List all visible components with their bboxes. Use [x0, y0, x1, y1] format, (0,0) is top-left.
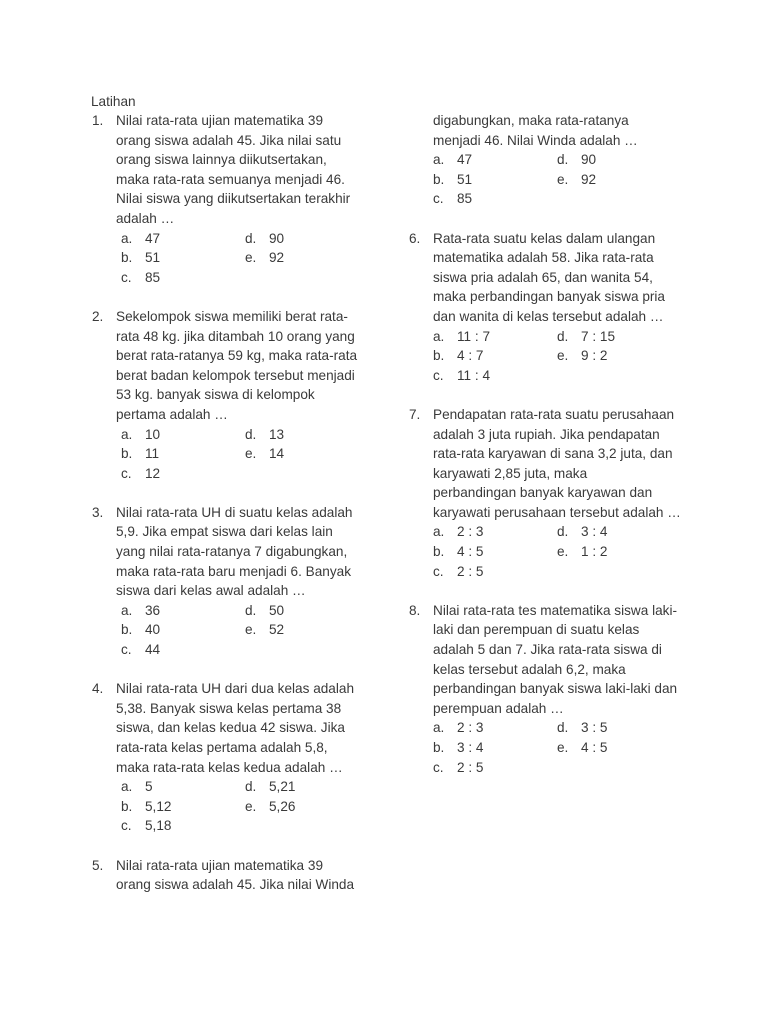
question-text-line: Nilai rata-rata UH di suatu kelas adalah [116, 504, 353, 520]
answer-option [121, 601, 245, 621]
question-text-line: berat badan kelompok tersebut menjadi [116, 367, 355, 383]
options-list [121, 425, 381, 484]
question-number: 7. [409, 406, 421, 422]
answer-option [121, 248, 245, 268]
page-title: Latihan [91, 94, 136, 109]
option-letter: e. [245, 798, 257, 814]
question-text-line: 53 kg. banyak siswa di kelompok [116, 387, 315, 403]
question-text-line: maka rata-rata baru menjadi 6. Banyak [116, 563, 351, 579]
answer-option [245, 620, 369, 640]
question-text-line: Nilai siswa yang diikutsertakan terakhir [116, 191, 351, 207]
option-value: 11 : 7 [457, 328, 491, 344]
question-text-line: orang siswa adalah 45. Jika nilai satu [116, 132, 342, 148]
answer-option [121, 620, 245, 640]
option-value: 11 [145, 446, 160, 462]
options-list [121, 229, 381, 288]
option-value: 51 [145, 250, 161, 266]
question-text-line: laki dan perempuan di suatu kelas [433, 622, 640, 638]
option-value: 2 : 5 [457, 759, 484, 775]
answer-option [557, 718, 681, 738]
question-text-line: kelas tersebut adalah 6,2, maka [433, 661, 626, 677]
option-value: 4 : 5 [581, 740, 608, 755]
question-text [116, 679, 381, 777]
option-letter: d. [245, 602, 257, 618]
question-text-line: orang siswa adalah 45. Jika nilai Winda [116, 877, 355, 893]
option-value: 10 [145, 426, 161, 442]
question-item [408, 405, 698, 581]
option-letter: a. [433, 524, 445, 540]
question-text-line: karyawati perusahaan tersebut adalah … [433, 504, 681, 520]
question-continuation [408, 111, 698, 209]
answer-option [433, 170, 557, 190]
question-text-line: pertama adalah … [116, 406, 228, 422]
option-letter: c. [433, 191, 444, 207]
option-letter: d. [245, 426, 257, 442]
options-list [433, 327, 698, 386]
options-list [433, 522, 698, 581]
answer-option [121, 444, 245, 464]
option-value: 7 : 15 [581, 328, 616, 344]
answer-option [557, 346, 681, 366]
answer-option [245, 601, 369, 621]
option-letter: a. [433, 328, 445, 344]
answer-option [121, 229, 245, 249]
answer-option [121, 425, 245, 445]
option-value: 85 [457, 191, 473, 207]
question-text [116, 111, 381, 229]
question-text [116, 503, 381, 601]
option-letter: b. [433, 171, 445, 187]
option-letter: a. [121, 230, 133, 246]
question-text-line: siswa dari kelas awal adalah … [116, 583, 306, 599]
answer-option [245, 444, 369, 464]
option-value: 12 [145, 465, 161, 481]
question-text-line: Nilai rata-rata ujian matematika 39 [116, 857, 324, 873]
option-letter: a. [433, 720, 445, 736]
option-value: 2 : 5 [457, 563, 484, 579]
question-text-line: perempuan adalah … [433, 700, 564, 716]
option-letter: a. [433, 152, 445, 168]
option-value: 90 [269, 230, 285, 246]
question-item [91, 679, 381, 836]
options-list [121, 777, 381, 836]
option-value: 36 [145, 602, 161, 618]
question-text-line: Nilai rata-rata tes matematika siswa laki- [433, 602, 678, 618]
question-number: 3. [92, 504, 104, 520]
option-letter: c. [433, 759, 444, 775]
question-text-line: digabungkan, maka rata-ratanya [433, 113, 629, 128]
option-value: 40 [145, 622, 161, 638]
question-text-line: siswa pria adalah 65, dan wanita 54, [433, 269, 653, 285]
option-value: 44 [145, 642, 161, 658]
question-item [91, 111, 381, 287]
option-value: 51 [457, 171, 473, 187]
answer-option [557, 522, 681, 542]
answer-option [557, 170, 681, 190]
answer-option [557, 327, 681, 347]
question-text-line: Nilai rata-rata ujian matematika 39 [116, 113, 324, 128]
option-letter: a. [121, 426, 133, 442]
answer-option [121, 816, 245, 836]
answer-option [245, 777, 369, 797]
answer-option [433, 542, 557, 562]
question-text-line: maka rata-rata kelas kedua adalah … [116, 759, 343, 775]
option-value: 5,26 [269, 798, 296, 814]
option-letter: d. [557, 720, 569, 736]
question-text-line: perbandingan banyak siswa laki-laki dan [433, 681, 678, 697]
option-letter: a. [121, 779, 133, 795]
option-value: 47 [145, 230, 161, 246]
option-value: 3 : 4 [457, 740, 484, 755]
options-list [433, 718, 698, 777]
option-letter: c. [433, 563, 444, 579]
option-value: 1 : 2 [581, 544, 608, 560]
question-number: 4. [92, 681, 104, 697]
question-number: 1. [92, 113, 104, 128]
answer-option [557, 542, 681, 562]
answer-option [245, 248, 369, 268]
answer-option [433, 150, 557, 170]
left-column [91, 111, 381, 914]
option-value: 90 [581, 152, 597, 168]
answer-option [433, 346, 557, 366]
question-text [116, 856, 381, 895]
question-item [408, 601, 698, 777]
question-text-line: Nilai rata-rata UH dari dua kelas adalah [116, 681, 355, 697]
answer-option [557, 738, 681, 758]
option-value: 92 [581, 171, 597, 187]
option-value: 52 [269, 622, 285, 638]
question-item [91, 856, 381, 895]
option-letter: b. [433, 740, 445, 755]
question-text-line: adalah 5 dan 7. Jika rata-rata siswa di [433, 642, 662, 658]
question-item [91, 307, 381, 483]
option-letter: c. [121, 269, 132, 285]
question-item [408, 229, 698, 386]
option-value: 3 : 4 [581, 524, 608, 540]
option-value: 5,18 [145, 818, 172, 834]
answer-option [121, 268, 245, 288]
answer-option [245, 425, 369, 445]
option-letter: e. [557, 348, 569, 364]
option-letter: b. [121, 250, 133, 266]
option-letter: e. [557, 740, 569, 755]
option-letter: d. [557, 152, 569, 168]
question-text-line: siswa, dan kelas kedua 42 siswa. Jika [116, 720, 345, 736]
question-text-line: maka rata-rata semuanya menjadi 46. [116, 171, 345, 187]
option-letter: c. [121, 642, 132, 658]
option-letter: e. [557, 544, 569, 560]
option-letter: c. [121, 818, 132, 834]
option-value: 2 : 3 [457, 524, 484, 540]
option-letter: b. [121, 446, 133, 462]
question-text-line: matematika adalah 58. Jika rata-rata [433, 250, 654, 266]
right-column [408, 111, 698, 797]
answer-option [121, 640, 245, 660]
question-text-line: 5,38. Banyak siswa kelas pertama 38 [116, 700, 342, 716]
answer-option [121, 797, 245, 817]
option-letter: e. [245, 446, 257, 462]
answer-option [121, 464, 245, 484]
answer-option [433, 522, 557, 542]
question-text [433, 111, 698, 150]
answer-option [121, 777, 245, 797]
answer-option [245, 229, 369, 249]
option-value: 13 [269, 426, 285, 442]
question-text-line: adalah 3 juta rupiah. Jika pendapatan [433, 426, 660, 442]
question-text-line: Sekelompok siswa memiliki berat rata- [116, 308, 348, 324]
question-text [433, 601, 698, 719]
option-value: 50 [269, 602, 285, 618]
question-text-line: rata-rata kelas pertama adalah 5,8, [116, 740, 328, 755]
question-text-line: menjadi 46. Nilai Winda adalah … [433, 132, 638, 148]
question-text-line: Pendapatan rata-rata suatu perusahaan [433, 406, 675, 422]
question-text-line: 5,9. Jika empat siswa dari kelas lain [116, 524, 333, 540]
option-value: 11 : 4 [457, 367, 491, 383]
question-text-line: dan wanita di kelas tersebut adalah … [433, 308, 664, 324]
option-value: 5,12 [145, 798, 172, 814]
answer-option [557, 150, 681, 170]
question-text-line: perbandingan banyak karyawan dan [433, 485, 653, 501]
question-number: 2. [92, 308, 104, 324]
answer-option [433, 738, 557, 758]
question-text [433, 229, 698, 327]
option-letter: b. [121, 798, 133, 814]
option-letter: d. [557, 524, 569, 540]
option-letter: d. [245, 779, 257, 795]
option-value: 2 : 3 [457, 720, 484, 736]
option-value: 47 [457, 152, 473, 168]
answer-option [245, 797, 369, 817]
answer-option [433, 327, 557, 347]
option-letter: e. [245, 622, 257, 638]
question-text-line: adalah … [116, 210, 175, 226]
question-item [91, 503, 381, 660]
option-value: 4 : 7 [457, 348, 484, 364]
option-letter: c. [121, 465, 132, 481]
option-value: 85 [145, 269, 161, 285]
option-letter: d. [245, 230, 257, 246]
option-letter: b. [433, 544, 445, 560]
option-letter: b. [121, 622, 133, 638]
question-text-line: rata 48 kg. jika ditambah 10 orang yang [116, 328, 355, 344]
option-letter: e. [245, 250, 257, 266]
answer-option [433, 718, 557, 738]
option-value: 4 : 5 [457, 544, 484, 560]
question-text-line: karyawati 2,85 juta, maka [433, 465, 588, 481]
question-number: 5. [92, 857, 104, 873]
option-value: 5 [145, 779, 153, 795]
option-letter: d. [557, 328, 569, 344]
option-letter: b. [433, 348, 445, 364]
question-text-line: Rata-rata suatu kelas dalam ulangan [433, 230, 656, 246]
option-value: 92 [269, 250, 285, 266]
option-letter: a. [121, 602, 133, 618]
answer-option [433, 562, 557, 582]
option-letter: e. [557, 171, 569, 187]
question-text-line: maka perbandingan banyak siswa pria [433, 289, 665, 305]
question-text-line: yang nilai rata-ratanya 7 digabungkan, [116, 544, 348, 560]
answer-option [433, 366, 557, 386]
option-value: 3 : 5 [581, 720, 608, 736]
question-text [433, 405, 698, 523]
answer-option [433, 189, 557, 209]
option-value: 14 [269, 446, 285, 462]
option-value: 5,21 [269, 779, 296, 795]
options-list [121, 601, 381, 660]
question-text-line: berat rata-ratanya 59 kg, maka rata-rata [116, 348, 358, 364]
option-letter: c. [433, 367, 444, 383]
question-text-line: orang siswa lainnya diikutsertakan, [116, 152, 327, 168]
question-number: 8. [409, 602, 421, 618]
question-text [116, 307, 381, 425]
question-number: 6. [409, 230, 421, 246]
option-value: 9 : 2 [581, 348, 608, 364]
options-list [433, 150, 698, 209]
question-text-line: rata-rata karyawan di sana 3,2 juta, dan [433, 446, 673, 462]
answer-option [433, 758, 557, 778]
